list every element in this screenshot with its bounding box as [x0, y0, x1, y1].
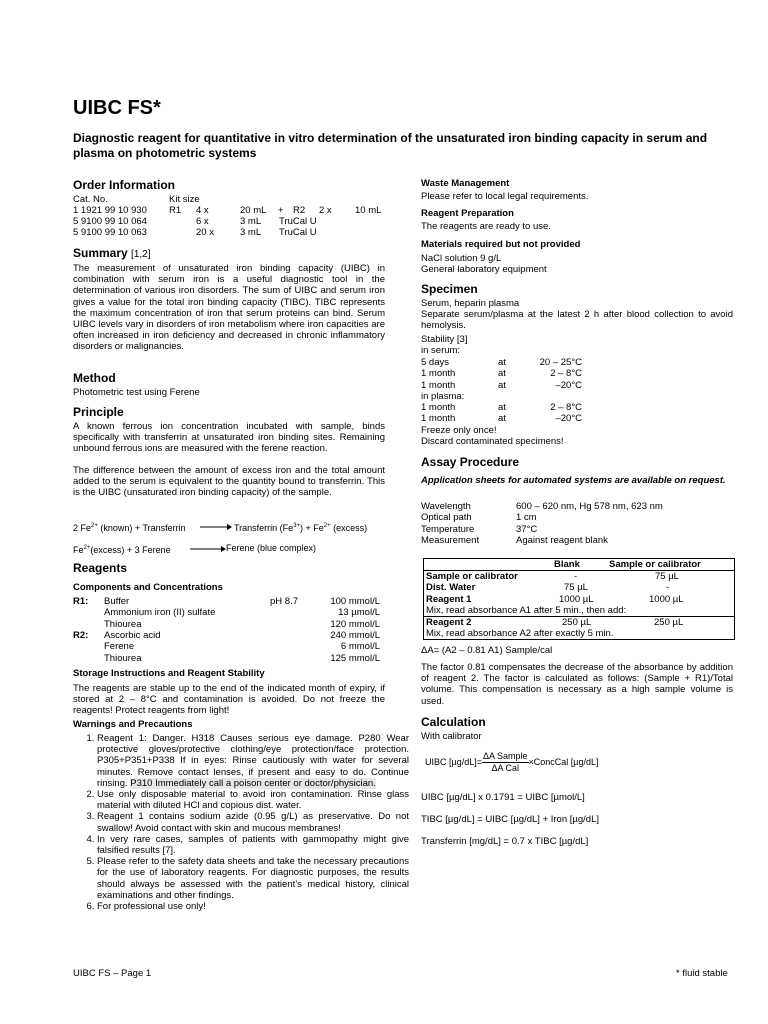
principle-heading: Principle — [73, 405, 124, 419]
component-conc: 120 mmol/L — [330, 618, 380, 630]
storage-heading: Storage Instructions and Reagent Stability — [73, 668, 265, 679]
warning-item: 4. In very rare cases, samples of patients with gammopathy might give falsified results [7]. — [97, 834, 409, 856]
stability-temp: 20 – 25°C — [539, 357, 582, 368]
table-row: Mix, read absorbance A1 after 5 min., then add: — [426, 604, 627, 616]
order-reagent: R2 — [293, 205, 306, 216]
param-label: Wavelength — [421, 501, 471, 512]
order-volume: 10 mL — [355, 205, 382, 216]
prep-heading: Reagent Preparation — [421, 208, 514, 219]
component-name: Ferene — [104, 641, 135, 653]
param-label: Measurement — [421, 535, 480, 547]
component-name: Ascorbic acid — [104, 629, 161, 641]
order-volume: 20 mL — [240, 205, 267, 216]
method-heading: Method — [73, 371, 116, 385]
stability-duration: 1 month — [421, 413, 456, 425]
delta-formula: ΔA= (A2 – 0.81 A1) Sample/cal — [421, 645, 553, 656]
order-extra: + — [278, 205, 284, 216]
stability-at: at — [498, 368, 506, 380]
equation-1: 2 $Fe^{2+}$ (known) + Transferrin — [73, 523, 186, 533]
param-value: 600 – 620 nm, Hg 578 nm, 623 nm — [516, 501, 663, 512]
in-serum-label: in serum: — [421, 345, 461, 356]
materials-line2: General laboratory equipment — [421, 264, 547, 275]
order-volume: 3 mL — [240, 227, 262, 239]
table-row: Dist. Water 75 µL - — [426, 582, 670, 594]
specimen-line2: Separate serum/plasma at the latest 2 h after blood collection to avoid hemolysis. — [421, 309, 733, 332]
param-value: Against reagent blank — [516, 535, 608, 547]
warning-item: 3. Reagent 1 contains sodium azide (0.95 g/L) as preservative. Do not swallow! Avoid contact with skin and mucous membranes! — [97, 811, 409, 833]
summary-heading: Summary [1,2] — [73, 246, 151, 260]
stability-at: at — [498, 379, 506, 391]
arrow-icon — [190, 544, 226, 554]
table-row: Sample or calibrator - 75 µL — [424, 570, 734, 582]
col-blank: Blank — [554, 559, 580, 570]
calc-formula: UIBC [µg/dL]= $\frac{\text{ΔA Sample}}{\text{ΔA Cal}}$ ×ConcCal [µg/dL] — [425, 751, 599, 773]
calc-eq3: Transferrin [mg/dL] = 0.7 x TIBC [µg/dL] — [421, 836, 589, 847]
order-count: 2 x — [319, 205, 332, 216]
order-cat-no: 5 9100 99 10 064 — [73, 216, 147, 228]
param-value: 37°C — [516, 523, 538, 535]
param-label: Optical path — [421, 512, 472, 524]
stability-duration: 1 month — [421, 368, 456, 380]
table-row: Reagent 1 1000 µL 1000 µL — [426, 593, 684, 605]
component-name: Buffer — [104, 596, 130, 607]
materials-heading: Materials required but not provided — [421, 239, 581, 250]
reagents-heading: Reagents — [73, 561, 128, 575]
stability-at: at — [498, 357, 506, 368]
document-subtitle: Diagnostic reagent for quantitative in vitro determination of the unsaturated iron binding capacity in serum and plasma on photometric systems — [73, 131, 708, 160]
equation-1-right: Transferrin $(Fe^{3+}) + Fe^{2+}$ (excess) — [234, 523, 368, 533]
order-volume: 3 mL — [240, 216, 262, 228]
component-name: Thiourea — [104, 618, 142, 630]
stability-duration: 1 month — [421, 379, 456, 391]
discard-note: Discard contaminated specimens! — [421, 436, 564, 447]
materials-line1: NaCl solution 9 g/L — [421, 253, 502, 264]
waste-heading: Waste Management — [421, 178, 510, 189]
stability-temp: 2 – 8°C — [550, 402, 582, 413]
order-heading: Order Information — [73, 178, 176, 192]
r2-label: R2: — [73, 630, 89, 641]
footer-note: * fluid stable — [676, 968, 728, 979]
freeze-note: Freeze only once! — [421, 425, 497, 436]
method-text: Photometric test using Ferene — [73, 387, 200, 398]
assay-heading: Assay Procedure — [421, 455, 520, 469]
order-cat-no: 1 1921 99 10 930 — [73, 205, 147, 216]
component-conc: 13 µmol/L — [338, 607, 380, 619]
warnings-heading: Warnings and Precautions — [73, 719, 193, 730]
stability-duration: 5 days — [421, 357, 449, 368]
warning-item: 5. Please refer to the safety data sheets and take the necessary precautions for the use of laboratory reagents. For diagnostic purposes, the results should always be assessed with the patient’s medical history, clinical examinations and other findings. — [97, 856, 409, 901]
calc-eq2: TIBC [µg/dL] = UIBC [µg/dL] + Iron [µg/dL] — [421, 814, 600, 825]
pipetting-table — [423, 558, 735, 640]
warning-item: 2. Use only disposable material to avoid iron contamination. Rinse glass material with diluted HCl and copious dist. water. — [97, 789, 409, 811]
summary-ref: [1,2] — [131, 249, 151, 260]
stability-label: Stability [3] — [421, 334, 468, 345]
assay-note: Application sheets for automated systems are available on request. — [421, 475, 726, 486]
principle-p1: A known ferrous ion concentration incubated with sample, binds specifically with transferrin at unsaturated iron binding sites. Remaining unbound ferrous ions are measured with the ferene reaction. — [73, 421, 385, 455]
stability-at: at — [498, 402, 506, 413]
components-heading: Components and Concentrations — [73, 582, 223, 593]
order-reagent: R1 — [169, 205, 182, 216]
r1-label: R1: — [73, 596, 89, 607]
footer-page: UIBC FS – Page 1 — [73, 968, 152, 979]
order-extra: TruCal U — [279, 216, 317, 228]
table-row: Reagent 2 250 µL 250 µL — [424, 616, 734, 628]
arrow-icon — [200, 522, 232, 532]
calculation-heading: Calculation — [421, 715, 486, 729]
summary-text: The measurement of unsaturated iron binding capacity (UIBC) in combination with serum iron is a useful diagnostic tool in the determination of various iron disorders. The sum of UIBC and serum iron gives a value for the total iron binding capacity (TIBC). TIBC represents the maximum concentration of iron that serum proteins can bind. Serum UIBC levels vary in disorders of iron metabolism where iron capacities are often increased in iron deficiency and decreased in chronic inflammatory disorders or malignancies. — [73, 263, 385, 353]
order-col-kit: Kit size — [169, 194, 200, 205]
calc-eq1: UIBC [µg/dL] x 0.1791 = UIBC [µmol/L] — [421, 792, 585, 803]
order-count: 6 x — [196, 216, 209, 228]
component-conc: 6 mmol/L — [340, 641, 380, 653]
component-name: Thiourea — [104, 652, 142, 664]
storage-text: The reagents are stable up to the end of the indicated month of expiry, if stored at 2 – 8°C and contamination is avoided. Do not freeze the reagents! Protect reagents from light! — [73, 683, 385, 717]
order-count: 4 x — [196, 205, 209, 216]
order-col-cat: Cat. No. — [73, 194, 108, 205]
warnings-list — [73, 733, 409, 912]
prep-text: The reagents are ready to use. — [421, 221, 551, 232]
in-plasma-label: in plasma: — [421, 391, 465, 402]
with-calibrator: With calibrator — [421, 731, 482, 742]
param-value: 1 cm — [516, 512, 537, 524]
order-cat-no: 5 9100 99 10 063 — [73, 227, 147, 239]
component-conc: 125 mmol/L — [330, 652, 380, 664]
component-ph: pH 8.7 — [270, 596, 298, 607]
equation-2: $Fe^{2+}(excess) + 3$ Ferene — [73, 545, 171, 555]
equation-2-right: Ferene (blue complex) — [226, 543, 317, 553]
warning-item: 1. Reagent 1: Danger. H318 Causes serious eye damage. P280 Wear protective gloves/protective clothing/eye protection/face protection. P305+P351+P338 If in eyes: Rinse cautiously with water for several minutes. Remove contact lenses, if present and easy to do. Continue rinsing. P310 Immediately call a poison center or doctor/physician. — [97, 733, 409, 789]
stability-temp: –20°C — [555, 413, 582, 425]
warning-highlight: P310 Immediately call a poison center or doctor/physician. — [130, 777, 376, 789]
factor-text: The factor 0.81 compensates the decrease of the absorbance by addition of reagent 2. The factor is calculated as follows: (Sample + R1)/Total volume. This compensation is necessary as a high sample volume is used. — [421, 662, 733, 707]
waste-text: Please refer to local legal requirements. — [421, 191, 589, 202]
stability-temp: 2 – 8°C — [550, 368, 582, 380]
specimen-heading: Specimen — [421, 282, 478, 296]
order-extra: TruCal U — [279, 227, 317, 239]
stability-duration: 1 month — [421, 402, 456, 413]
stability-at: at — [498, 413, 506, 425]
principle-p2: The difference between the amount of excess iron and the total amount added to the serum is equivalent to the quantity bound to transferrin. This is the UIBC (unsaturated iron binding capacity) of the sample. — [73, 465, 385, 499]
specimen-line1: Serum, heparin plasma — [421, 298, 520, 309]
table-row: Mix, read absorbance A2 after exactly 5 min. — [426, 628, 614, 640]
order-count: 20 x — [196, 227, 214, 239]
param-label: Temperature — [421, 523, 475, 535]
warning-item: 6. For professional use only! — [97, 901, 409, 912]
component-conc: 100 mmol/L — [330, 596, 380, 607]
col-sample: Sample or calibrator — [609, 559, 701, 570]
component-conc: 240 mmol/L — [330, 629, 380, 641]
component-name: Ammonium iron (II) sulfate — [104, 607, 216, 619]
stability-temp: –20°C — [555, 379, 582, 391]
document-title: UIBC FS* — [73, 97, 161, 119]
